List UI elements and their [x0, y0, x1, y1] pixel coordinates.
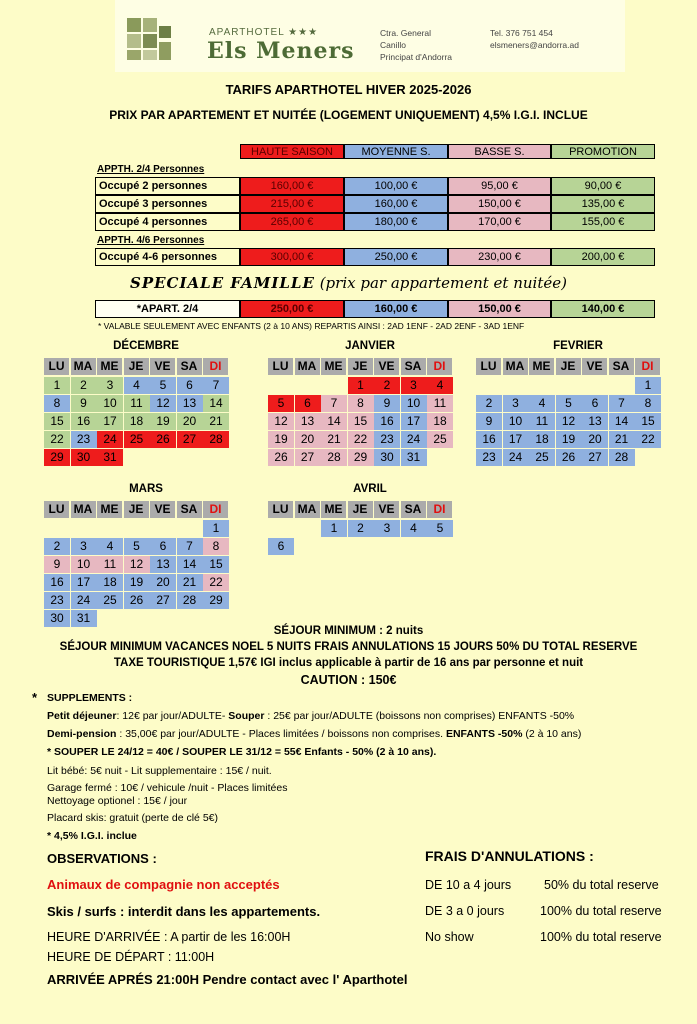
sejour-minimum: SÉJOUR MINIMUM : 2 nuits — [273, 625, 424, 637]
calendar-day: 21 — [609, 431, 635, 448]
calendar-day: 24 — [503, 449, 529, 466]
weekday-header: VE — [150, 358, 175, 375]
calendar-day: 2 — [374, 377, 400, 394]
group-title-2-4: APPTH. 2/4 Personnes — [97, 164, 205, 175]
calendar-day: 25 — [529, 449, 555, 466]
calendar-day: 2 — [348, 520, 374, 537]
calendar-day: 1 — [635, 377, 661, 394]
calendar-day: 5 — [124, 538, 150, 555]
calendar-day: 16 — [71, 413, 97, 430]
season-header-haute: HAUTE SAISON — [240, 144, 344, 159]
price-moyenne: 250,00 € — [344, 248, 448, 266]
calendar-day: 17 — [503, 431, 529, 448]
weekday-header: ME — [97, 358, 122, 375]
price-haute: 160,00 € — [240, 177, 344, 195]
observation-animaux: Animaux de compagnie non acceptés — [47, 877, 280, 892]
calendar-day: 1 — [321, 520, 347, 537]
hotel-logo-icon — [125, 14, 173, 62]
supplement-nettoyage: Nettoyage optionel : 15€ / jour — [47, 795, 188, 807]
calendar-day: 12 — [124, 556, 150, 573]
calendar-day: 19 — [150, 413, 176, 430]
weekday-header: MA — [503, 358, 528, 375]
observations-title: OBSERVATIONS : — [47, 851, 157, 866]
calendar-day: 23 — [476, 449, 502, 466]
calendar-day: 3 — [503, 395, 529, 412]
calendar-day: 13 — [177, 395, 203, 412]
calendar-day: 4 — [529, 395, 555, 412]
famille-title: SPECIALE FAMILLE (prix par appartement et nuitée) — [130, 274, 567, 292]
sejour-noel: SÉJOUR MINIMUM VACANCES NOEL 5 NUITS FRAIS ANNULATIONS 15 JOURS 50% DU TOTAL RESERVE — [59, 641, 638, 653]
calendar-day: 15 — [635, 413, 661, 430]
calendar-day: 22 — [635, 431, 661, 448]
weekday-header: VE — [582, 358, 607, 375]
calendar-day: 25 — [427, 431, 453, 448]
calendar-day: 19 — [556, 431, 582, 448]
calendar-day: 30 — [71, 449, 97, 466]
calendar-day: 28 — [203, 431, 229, 448]
supplement-demi-pension: Demi-pension : 35,00€ par jour/ADULTE - Places limitées / boissons non comprises. ENFANTS -50% (2 à 10 ans) — [47, 728, 582, 740]
famille-price-basse: 150,00 € — [448, 300, 551, 318]
weekday-header: VE — [150, 501, 175, 518]
calendar-day: 23 — [44, 592, 70, 609]
calendar-day: 12 — [556, 413, 582, 430]
calendar-day: 5 — [150, 377, 176, 394]
calendar-day: 2 — [71, 377, 97, 394]
calendar-day: 18 — [427, 413, 453, 430]
calendar-day: 8 — [635, 395, 661, 412]
supplement-petit-dejeuner: Petit déjeuner: 12€ par jour/ADULTE- Souper : 25€ par jour/ADULTE (boissons non comprises) ENFANTS -50% — [47, 710, 575, 722]
calendar-day: 3 — [374, 520, 400, 537]
annulation-when: No show — [425, 930, 474, 944]
logo-hotel-name: Els Meners — [207, 38, 355, 64]
calendar-day: 10 — [97, 395, 123, 412]
calendar-day: 5 — [268, 395, 294, 412]
calendar-day: 16 — [44, 574, 70, 591]
calendar-day: 17 — [401, 413, 427, 430]
calendar-day: 9 — [374, 395, 400, 412]
famille-price-moyenne: 160,00 € — [344, 300, 448, 318]
weekday-header: LU — [476, 358, 501, 375]
annulation-fee: 50% du total reserve — [544, 878, 659, 892]
weekday-header: MA — [71, 501, 96, 518]
calendar-day: 14 — [203, 395, 229, 412]
calendar-day: 6 — [295, 395, 321, 412]
calendar-day: 9 — [476, 413, 502, 430]
row-label: Occupé 2 personnes — [95, 177, 240, 195]
weekday-header: LU — [268, 358, 293, 375]
supplements-title: SUPPLEMENTS : — [47, 692, 133, 704]
calendar-day: 20 — [295, 431, 321, 448]
taxe-touristique: TAXE TOURISTIQUE 1,57€ IGI inclus applicable à partir de 16 ans par personne et nuit — [113, 657, 584, 669]
calendar-day: 2 — [44, 538, 70, 555]
weekday-header: ME — [321, 358, 346, 375]
calendar-day: 20 — [150, 574, 176, 591]
weekday-header: ME — [529, 358, 554, 375]
hotel-contact: Tel. 376 751 454 elsmeners@andorra.ad — [490, 28, 579, 50]
price-moyenne: 180,00 € — [344, 213, 448, 231]
calendar-day: 15 — [203, 556, 229, 573]
month-title: DÉCEMBRE — [113, 340, 179, 352]
price-promotion: 155,00 € — [551, 213, 655, 231]
calendar-day: 10 — [401, 395, 427, 412]
calendar-day: 23 — [71, 431, 97, 448]
famille-price-promotion: 140,00 € — [551, 300, 655, 318]
calendar-day: 30 — [374, 449, 400, 466]
calendar-day: 23 — [374, 431, 400, 448]
price-haute: 215,00 € — [240, 195, 344, 213]
calendar-day: 14 — [321, 413, 347, 430]
weekday-header: SA — [401, 358, 426, 375]
price-haute: 265,00 € — [240, 213, 344, 231]
calendar-day: 8 — [203, 538, 229, 555]
calendar-day: 14 — [177, 556, 203, 573]
month-title: FEVRIER — [553, 340, 603, 352]
price-moyenne: 100,00 € — [344, 177, 448, 195]
observation-skis: Skis / surfs : interdit dans les appartements. — [47, 904, 321, 919]
caution: CAUTION : 150€ — [300, 673, 397, 687]
weekday-header: JE — [556, 358, 581, 375]
calendar-day: 11 — [124, 395, 150, 412]
famille-label: *APART. 2/4 — [95, 300, 240, 318]
annulation-fee: 100% du total reserve — [540, 930, 662, 944]
row-label: Occupé 4 personnes — [95, 213, 240, 231]
month-title: AVRIL — [353, 483, 387, 495]
supplement-placard: Placard skis: gratuit (perte de clé 5€) — [47, 812, 218, 824]
observation-arrivee-apres: ARRIVÉE APRÉS 21:00H Pendre contact avec l' Aparthotel — [47, 972, 408, 987]
calendar-day: 17 — [71, 574, 97, 591]
row-label: Occupé 3 personnes — [95, 195, 240, 213]
calendar-day: 25 — [124, 431, 150, 448]
calendar-day: 7 — [609, 395, 635, 412]
calendar-day: 4 — [427, 377, 453, 394]
calendar-day: 16 — [374, 413, 400, 430]
weekday-header: JE — [124, 358, 149, 375]
logo-aparthotel-text: APARTHOTEL ★★★ — [209, 27, 319, 38]
season-header-moyenne: MOYENNE S. — [344, 144, 448, 159]
calendar-day: 4 — [401, 520, 427, 537]
calendar-day: 12 — [150, 395, 176, 412]
calendar-day: 13 — [582, 413, 608, 430]
weekday-header: DI — [427, 501, 452, 518]
weekday-header: MA — [295, 501, 320, 518]
hotel-address: Ctra. General Canillo Principat d'Andorra — [380, 28, 453, 62]
weekday-header: VE — [374, 501, 399, 518]
calendar-day: 6 — [150, 538, 176, 555]
price-haute: 300,00 € — [240, 248, 344, 266]
weekday-header: SA — [177, 501, 202, 518]
calendar-day: 7 — [203, 377, 229, 394]
calendar-day: 9 — [71, 395, 97, 412]
calendar-day: 3 — [71, 538, 97, 555]
calendar-day: 12 — [268, 413, 294, 430]
weekday-header: DI — [635, 358, 660, 375]
page-subtitle: PRIX PAR APARTEMENT ET NUITÉE (LOGEMENT UNIQUEMENT) 4,5% I.G.I. INCLUE — [109, 108, 588, 122]
weekday-header: JE — [348, 358, 373, 375]
calendar-day: 24 — [71, 592, 97, 609]
weekday-header: SA — [401, 501, 426, 518]
month-title: MARS — [129, 483, 163, 495]
calendar-day: 27 — [582, 449, 608, 466]
calendar-day: 19 — [268, 431, 294, 448]
calendar-day: 28 — [177, 592, 203, 609]
calendar-day: 7 — [177, 538, 203, 555]
calendar-day: 28 — [321, 449, 347, 466]
calendar-day: 18 — [97, 574, 123, 591]
weekday-header: LU — [44, 501, 69, 518]
month-title: JANVIER — [345, 340, 395, 352]
weekday-header: DI — [203, 501, 228, 518]
price-basse: 150,00 € — [448, 195, 551, 213]
weekday-header: MA — [71, 358, 96, 375]
weekday-header: DI — [427, 358, 452, 375]
weekday-header: MA — [295, 358, 320, 375]
weekday-header: LU — [44, 358, 69, 375]
season-header-promotion: PROMOTION — [551, 144, 655, 159]
calendar-day: 26 — [268, 449, 294, 466]
supplement-lit: Lit bébé: 5€ nuit - Lit supplementaire : 15€ / nuit. — [47, 765, 272, 777]
supplements-star: * — [32, 690, 38, 705]
calendar-day: 6 — [582, 395, 608, 412]
calendar-day: 5 — [427, 520, 453, 537]
calendar-day: 2 — [476, 395, 502, 412]
weekday-header: JE — [124, 501, 149, 518]
calendar-day: 24 — [97, 431, 123, 448]
price-promotion: 135,00 € — [551, 195, 655, 213]
calendar-day: 24 — [401, 431, 427, 448]
calendar-day: 21 — [321, 431, 347, 448]
calendar-day: 5 — [556, 395, 582, 412]
price-moyenne: 160,00 € — [344, 195, 448, 213]
calendar-day: 7 — [321, 395, 347, 412]
annulation-fee: 100% du total reserve — [540, 904, 662, 918]
calendar-day: 10 — [503, 413, 529, 430]
season-header-basse: BASSE S. — [448, 144, 551, 159]
calendar-day: 11 — [97, 556, 123, 573]
calendar-day: 9 — [44, 556, 70, 573]
hotel-header — [115, 0, 625, 72]
calendar-day: 1 — [44, 377, 70, 394]
calendar-day: 26 — [150, 431, 176, 448]
calendar-day: 17 — [97, 413, 123, 430]
weekday-header: ME — [321, 501, 346, 518]
price-basse: 95,00 € — [448, 177, 551, 195]
group-title-4-6: APPTH. 4/6 Personnes — [97, 235, 205, 246]
calendar-day: 1 — [348, 377, 374, 394]
weekday-header: SA — [609, 358, 634, 375]
calendar-day: 29 — [203, 592, 229, 609]
calendar-day: 15 — [44, 413, 70, 430]
calendar-day: 25 — [97, 592, 123, 609]
famille-note: * VALABLE SEULEMENT AVEC ENFANTS (2 à 10 ANS) REPARTIS AINSI : 2AD 1ENF - 2AD 2ENF - 3AD 1ENF — [98, 321, 525, 331]
supplement-souper-special: * SOUPER LE 24/12 = 40€ / SOUPER LE 31/12 = 55€ Enfants - 50% (2 à 10 ans). — [47, 746, 437, 758]
calendar-day: 13 — [295, 413, 321, 430]
calendar-day: 4 — [124, 377, 150, 394]
famille-price-haute: 250,00 € — [240, 300, 344, 318]
calendar-day: 27 — [150, 592, 176, 609]
calendar-day: 1 — [203, 520, 229, 537]
calendar-day: 29 — [348, 449, 374, 466]
calendar-day: 27 — [295, 449, 321, 466]
calendar-day: 19 — [124, 574, 150, 591]
weekday-header: DI — [203, 358, 228, 375]
weekday-header: JE — [348, 501, 373, 518]
weekday-header: VE — [374, 358, 399, 375]
calendar-day: 30 — [44, 610, 70, 627]
calendar-day: 18 — [124, 413, 150, 430]
calendar-day: 28 — [609, 449, 635, 466]
calendar-day: 29 — [44, 449, 70, 466]
calendar-day: 8 — [348, 395, 374, 412]
calendar-day: 14 — [609, 413, 635, 430]
calendar-day: 27 — [177, 431, 203, 448]
calendar-day: 10 — [71, 556, 97, 573]
calendar-day: 16 — [476, 431, 502, 448]
weekday-header: ME — [97, 501, 122, 518]
calendar-day: 3 — [401, 377, 427, 394]
calendar-day: 26 — [124, 592, 150, 609]
calendar-day: 21 — [177, 574, 203, 591]
annulation-when: DE 3 a 0 jours — [425, 904, 505, 918]
calendar-day: 15 — [348, 413, 374, 430]
calendar-day: 20 — [582, 431, 608, 448]
calendar-day: 22 — [203, 574, 229, 591]
annulation-when: DE 10 a 4 jours — [425, 878, 512, 892]
page-title: TARIFS APARTHOTEL HIVER 2025-2026 — [225, 82, 472, 97]
calendar-day: 22 — [348, 431, 374, 448]
observation-arrivee: HEURE D'ARRIVÉE : A partir de les 16:00H — [47, 930, 291, 944]
calendar-day: 11 — [529, 413, 555, 430]
price-basse: 170,00 € — [448, 213, 551, 231]
calendar-day: 6 — [177, 377, 203, 394]
calendar-day: 31 — [401, 449, 427, 466]
calendar-day: 21 — [203, 413, 229, 430]
calendar-day: 8 — [44, 395, 70, 412]
supplement-garage: Garage fermé : 10€ / vehicule /nuit - Places limitées — [47, 782, 288, 794]
annulations-title: FRAIS D'ANNULATIONS : — [425, 848, 594, 864]
calendar-day: 26 — [556, 449, 582, 466]
calendar-day: 3 — [97, 377, 123, 394]
calendar-day: 31 — [71, 610, 97, 627]
calendar-day: 31 — [97, 449, 123, 466]
calendar-day: 20 — [177, 413, 203, 430]
price-promotion: 200,00 € — [551, 248, 655, 266]
calendar-day: 4 — [97, 538, 123, 555]
calendar-day: 13 — [150, 556, 176, 573]
calendar-day: 18 — [529, 431, 555, 448]
observation-depart: HEURE DE DÉPART : 11:00H — [47, 950, 215, 964]
calendar-day: 11 — [427, 395, 453, 412]
supplement-igi: * 4,5% I.G.I. inclue — [47, 830, 137, 842]
weekday-header: LU — [268, 501, 293, 518]
row-label: Occupé 4-6 personnes — [95, 248, 240, 266]
stars: ★★★ — [288, 27, 319, 38]
calendar-day: 22 — [44, 431, 70, 448]
calendar-day: 6 — [268, 538, 294, 555]
price-basse: 230,00 € — [448, 248, 551, 266]
price-promotion: 90,00 € — [551, 177, 655, 195]
weekday-header: SA — [177, 358, 202, 375]
